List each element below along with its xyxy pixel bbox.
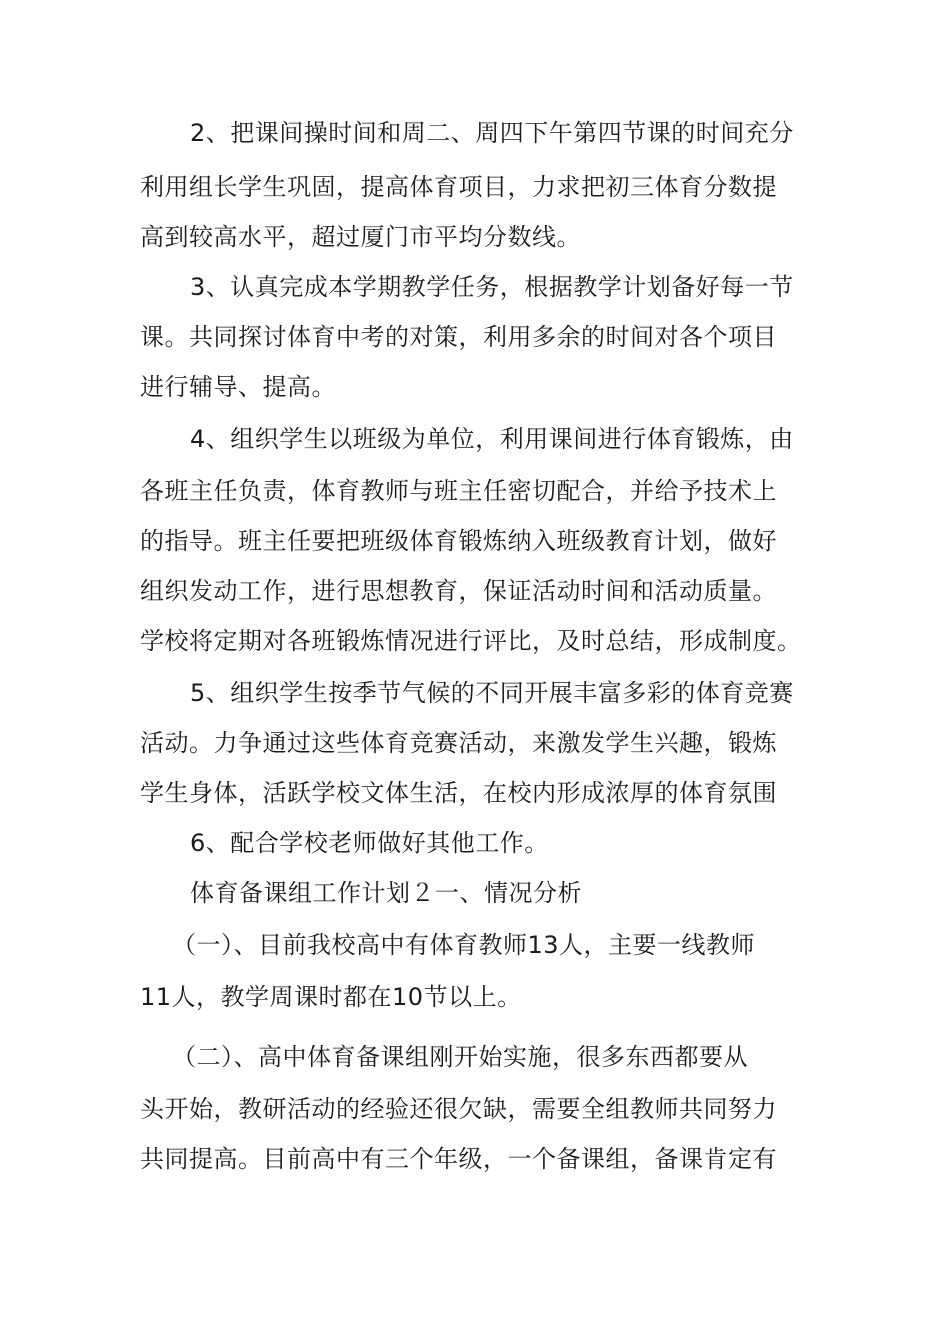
text-line: 利用组长学生巩固，提高体育项目，力求把初三体育分数提 [140, 173, 777, 201]
text-line: 活动。力争通过这些体育竞赛活动，来激发学生兴趣，锻炼 [140, 729, 777, 757]
text-line: 2、把课间操时间和周二、周四下午第四节课的时间充分 [190, 119, 794, 147]
text-line: （二）、高中体育备课组刚开始实施，很多东西都要从 [172, 1043, 748, 1071]
text-line: 课。共同探讨体育中考的对策，利用多余的时间对各个项目 [140, 323, 777, 351]
text-line: 高到较高水平，超过厦门市平均分数线。 [140, 223, 581, 251]
text-line: 各班主任负责，体育教师与班主任密切配合，并给予技术上 [140, 477, 777, 505]
text-line: 11人，教学周课时都在10节以上。 [140, 983, 522, 1011]
text-line: 共同提高。目前高中有三个年级，一个备课组，备课肯定有 [140, 1145, 777, 1173]
text-line: 学生身体，活跃学校文体生活，在校内形成浓厚的体育氛围 [140, 779, 777, 807]
text-line: （一）、目前我校高中有体育教师13人，主要一线教师 [172, 931, 756, 959]
section-heading: 体育备课组工作计划２一、情况分析 [190, 879, 582, 907]
text-line: 组织发动工作，进行思想教育，保证活动时间和活动质量。 [140, 577, 777, 605]
text-line: 进行辅导、提高。 [140, 373, 336, 401]
text-line: 6、配合学校老师做好其他工作。 [190, 829, 549, 857]
text-line: 学校将定期对各班锻炼情况进行评比，及时总结，形成制度。 [140, 627, 802, 655]
text-line: 3、认真完成本学期教学任务，根据教学计划备好每一节 [190, 273, 794, 301]
text-line: 头开始，教研活动的经验还很欠缺，需要全组教师共同努力 [140, 1095, 777, 1123]
text-line: 4、组织学生以班级为单位，利用课间进行体育锻炼，由 [190, 425, 794, 453]
text-line: 的指导。班主任要把班级体育锻炼纳入班级教育计划，做好 [140, 527, 777, 555]
text-line: 5、组织学生按季节气候的不同开展丰富多彩的体育竞赛 [190, 679, 794, 707]
